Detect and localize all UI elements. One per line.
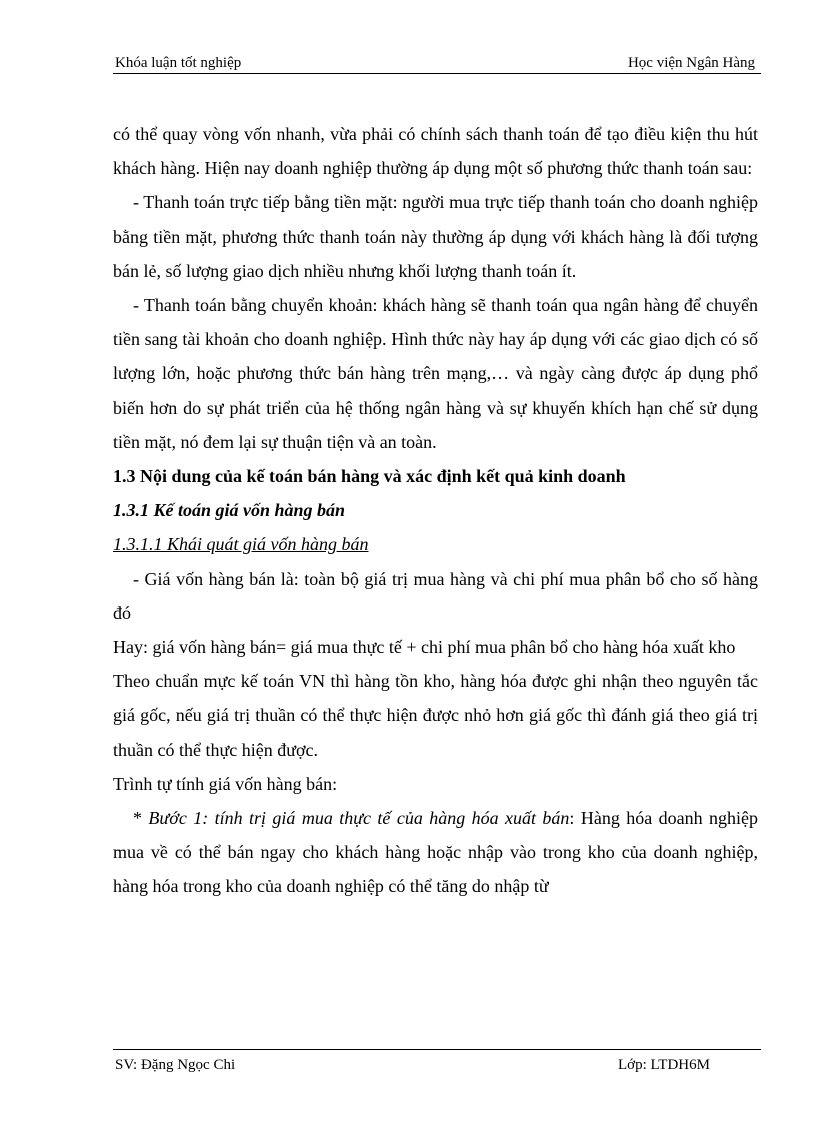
step-1-text: : Hàng hóa doanh nghiệp mua về có thể bán ngay cho khách hàng hoặc nhập vào trong kho của doanh nghiệp, hàng hóa trong kho của doanh nghiệp có thể tăng do nhập từ — [113, 808, 758, 897]
footer-student-name: SV: Đặng Ngọc Chi — [115, 1057, 236, 1073]
step-1-bullet: * — [133, 808, 149, 829]
paragraph-procedure-title: Trình tự tính giá vốn hàng bán: — [113, 773, 338, 794]
page-footer — [113, 1053, 761, 1075]
paragraph-cogs-formula: Hay: giá vốn hàng bán= giá mua thực tế + chi phí mua phân bổ cho hàng hóa xuất kho — [113, 637, 736, 658]
header-right-text: Học viện Ngân Hàng — [627, 55, 755, 71]
paragraph-cogs-definition: - Giá vốn hàng bán là: toàn bộ giá trị mua hàng và chi phí mua phân bổ cho số hàng đó — [113, 568, 758, 623]
page-header — [113, 52, 761, 74]
footer-divider — [113, 1049, 761, 1050]
paragraph-cash-payment: - Thanh toán trực tiếp bằng tiền mặt: người mua trực tiếp thanh toán cho doanh nghiệp bằng tiền mặt, phương thức thanh toán này thường áp dụng với khách hàng là đối tượng bán lẻ, số lượng giao dịch nhiều nhưng khối lượng thanh toán ít. — [113, 192, 758, 281]
section-heading: 1.3 Nội dung của kế toán bán hàng và xác định kết quả kinh doanh — [113, 466, 626, 487]
header-divider — [113, 73, 761, 74]
paragraph-accounting-standard: Theo chuẩn mực kế toán VN thì hàng tồn kho, hàng hóa được ghi nhận theo nguyên tắc giá gốc, nếu giá trị thuần có thể thực hiện được nhỏ hơn giá gốc thì đánh giá theo giá trị thuần có thể thực hiện được. — [113, 671, 758, 760]
step-1-label: Bước 1: tính trị giá mua thực tế của hàng hóa xuất bán — [148, 808, 570, 829]
footer-class-code: Lớp: LTDH6M — [618, 1057, 710, 1073]
subsection-heading: 1.3.1 Kế toán giá vốn hàng bán — [113, 500, 346, 521]
paragraph-step-1 — [113, 801, 758, 904]
body-text — [113, 117, 758, 904]
paragraph-payment-intro: có thể quay vòng vốn nhanh, vừa phải có chính sách thanh toán để tạo điều kiện thu hút khách hàng. Hiện nay doanh nghiệp thường áp dụng một số phương thức thanh toán sau: — [113, 124, 758, 179]
header-left-text: Khóa luận tốt nghiệp — [115, 55, 242, 71]
paragraph-transfer-payment: - Thanh toán bằng chuyển khoản: khách hàng sẽ thanh toán qua ngân hàng để chuyển tiền sang tài khoản cho doanh nghiệp. Hình thức này hay áp dụng với các giao dịch có số lượng lớn, hoặc phương thức bán hàng trên mạng,… và ngày càng được áp dụng phổ biến hơn do sự phát triển của hệ thống ngân hàng và sự khuyến khích hạn chế sử dụng tiền mặt, nó đem lại sự thuận tiện và an toàn. — [113, 295, 758, 452]
subsubsection-heading: 1.3.1.1 Khái quát giá vốn hàng bán — [113, 534, 369, 555]
